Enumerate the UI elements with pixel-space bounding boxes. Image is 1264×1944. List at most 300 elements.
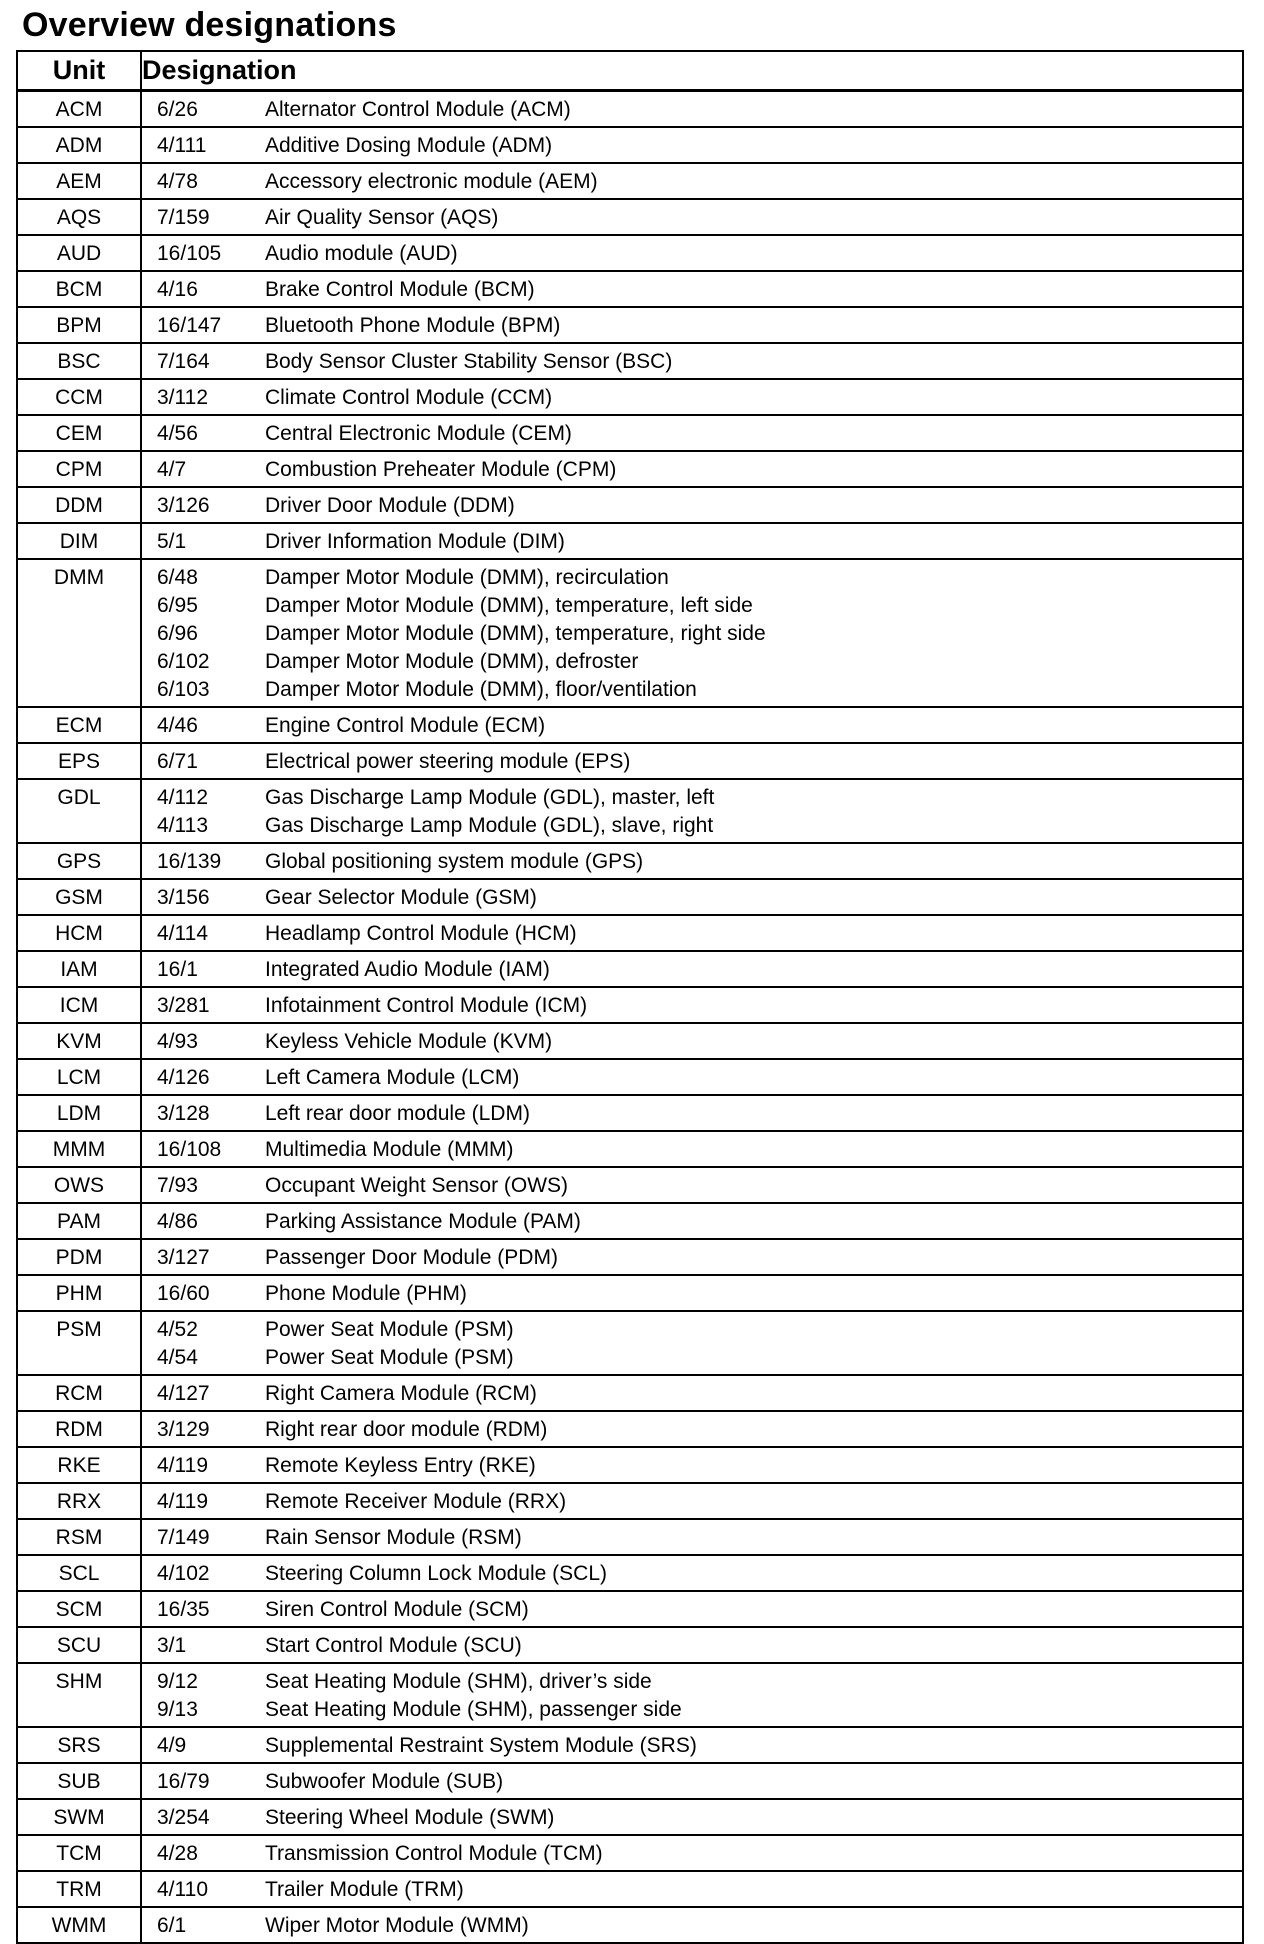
designation-cell [141, 707, 1243, 743]
unit-cell: SWM [17, 1799, 141, 1835]
designation-description: Steering Wheel Module (SWM) [265, 1806, 555, 1829]
designation-entries [142, 1412, 1242, 1446]
designation-cell [141, 1763, 1243, 1799]
table-row [17, 743, 1243, 779]
designation-entries [142, 1204, 1242, 1238]
unit-cell: OWS [17, 1167, 141, 1203]
table-row [17, 1763, 1243, 1799]
designation-code: 16/35 [157, 1598, 210, 1621]
designation-description: Damper Motor Module (DMM), recirculation [265, 566, 669, 589]
table-row [17, 307, 1243, 343]
designation-cell [141, 1483, 1243, 1519]
designation-entry [142, 1100, 1242, 1128]
designation-description: Start Control Module (SCU) [265, 1634, 522, 1657]
designation-description: Gas Discharge Lamp Module (GDL), slave, right [265, 814, 714, 837]
designation-description: Body Sensor Cluster Stability Sensor (BSC) [265, 350, 673, 373]
designation-entries [142, 1800, 1242, 1834]
unit-cell: WMM [17, 1907, 141, 1943]
designation-code: 4/78 [157, 170, 198, 193]
designation-cell [141, 951, 1243, 987]
designation-entry [142, 848, 1242, 876]
unit-cell: PHM [17, 1275, 141, 1311]
table-row [17, 1799, 1243, 1835]
table-row [17, 127, 1243, 163]
designation-entry [142, 96, 1242, 124]
designation-cell [141, 307, 1243, 343]
designation-cell [141, 1275, 1243, 1311]
designation-code: 4/119 [157, 1490, 208, 1513]
designation-description: Electrical power steering module (EPS) [265, 750, 631, 773]
unit-cell: PAM [17, 1203, 141, 1239]
unit-cell: SUB [17, 1763, 141, 1799]
designation-code: 6/48 [157, 566, 198, 589]
designation-entry [142, 1344, 1242, 1372]
table-row [17, 379, 1243, 415]
designation-code: 16/139 [157, 850, 222, 873]
unit-cell: SRS [17, 1727, 141, 1763]
designation-code: 3/281 [157, 994, 210, 1017]
designation-entries [142, 1664, 1242, 1726]
designation-description: Subwoofer Module (SUB) [265, 1770, 504, 1793]
table-row [17, 1591, 1243, 1627]
designation-description: Headlamp Control Module (HCM) [265, 922, 577, 945]
designation-description: Remote Keyless Entry (RKE) [265, 1454, 536, 1477]
designation-cell [141, 1311, 1243, 1375]
unit-cell: LCM [17, 1059, 141, 1095]
designation-code: 3/128 [157, 1102, 210, 1125]
designation-description: Bluetooth Phone Module (BPM) [265, 314, 561, 337]
unit-cell: SCM [17, 1591, 141, 1627]
designation-entries [142, 1276, 1242, 1310]
designation-cell [141, 199, 1243, 235]
designation-entry [142, 132, 1242, 160]
designation-description: Accessory electronic module (AEM) [265, 170, 598, 193]
designation-entry [142, 1208, 1242, 1236]
designation-entry [142, 812, 1242, 840]
designation-code: 16/1 [157, 958, 198, 981]
designation-description: Siren Control Module (SCM) [265, 1598, 529, 1621]
designation-description: Remote Receiver Module (RRX) [265, 1490, 567, 1513]
table-row [17, 1727, 1243, 1763]
table-header-row [17, 51, 1243, 91]
designation-entry [142, 1028, 1242, 1056]
designation-entry [142, 1416, 1242, 1444]
designation-code: 16/60 [157, 1282, 210, 1305]
designation-description: Phone Module (PHM) [265, 1282, 467, 1305]
unit-cell: BCM [17, 271, 141, 307]
designation-entries [142, 1520, 1242, 1554]
designation-entries [142, 92, 1242, 126]
designation-description: Trailer Module (TRM) [265, 1878, 464, 1901]
designation-entry [142, 1804, 1242, 1832]
designation-entry [142, 1380, 1242, 1408]
table-row [17, 1411, 1243, 1447]
designation-entry [142, 956, 1242, 984]
designation-description: Transmission Control Module (TCM) [265, 1842, 603, 1865]
table-row [17, 1023, 1243, 1059]
designation-description: Keyless Vehicle Module (KVM) [265, 1030, 553, 1053]
designation-cell [141, 915, 1243, 951]
unit-cell: RDM [17, 1411, 141, 1447]
designation-entries [142, 1556, 1242, 1590]
designation-code: 9/12 [157, 1670, 198, 1693]
designation-code: 6/26 [157, 98, 198, 121]
designation-entry [142, 1280, 1242, 1308]
table-row [17, 707, 1243, 743]
unit-cell: TRM [17, 1871, 141, 1907]
designation-code: 3/1 [157, 1634, 187, 1657]
designation-code: 9/13 [157, 1698, 198, 1721]
unit-cell: CEM [17, 415, 141, 451]
designation-description: Additive Dosing Module (ADM) [265, 134, 553, 157]
designation-code: 7/159 [157, 206, 210, 229]
table-row [17, 1447, 1243, 1483]
unit-cell: GDL [17, 779, 141, 843]
designation-code: 4/52 [157, 1318, 198, 1341]
designation-entries [142, 1168, 1242, 1202]
table-row [17, 523, 1243, 559]
designation-cell [141, 779, 1243, 843]
designation-entry [142, 1488, 1242, 1516]
designation-code: 4/9 [157, 1734, 187, 1757]
designation-cell [141, 1411, 1243, 1447]
designation-entries [142, 308, 1242, 342]
table-row [17, 1203, 1243, 1239]
table-row [17, 415, 1243, 451]
designation-cell [141, 1799, 1243, 1835]
designation-code: 4/16 [157, 278, 198, 301]
designation-code: 4/56 [157, 422, 198, 445]
designation-cell [141, 1727, 1243, 1763]
table-row [17, 987, 1243, 1023]
designation-description: Air Quality Sensor (AQS) [265, 206, 499, 229]
designation-entry [142, 712, 1242, 740]
designation-cell [141, 1239, 1243, 1275]
designation-description: Global positioning system module (GPS) [265, 850, 644, 873]
unit-cell: LDM [17, 1095, 141, 1131]
designation-entry [142, 884, 1242, 912]
designation-cell [141, 1447, 1243, 1483]
designation-code: 6/95 [157, 594, 198, 617]
table-row [17, 1375, 1243, 1411]
table-row [17, 1627, 1243, 1663]
designation-cell [141, 559, 1243, 707]
table-row [17, 879, 1243, 915]
unit-cell: DIM [17, 523, 141, 559]
designation-cell [141, 1095, 1243, 1131]
designation-description: Alternator Control Module (ACM) [265, 98, 571, 121]
column-header-designation: Designation [141, 51, 1243, 91]
designation-entry [142, 592, 1242, 620]
unit-cell: GSM [17, 879, 141, 915]
designation-entry [142, 1840, 1242, 1868]
designation-entry [142, 240, 1242, 268]
designation-entry [142, 992, 1242, 1020]
table-row [17, 779, 1243, 843]
unit-cell: RRX [17, 1483, 141, 1519]
designation-code: 16/79 [157, 1770, 210, 1793]
designation-entry [142, 1136, 1242, 1164]
designation-description: Passenger Door Module (PDM) [265, 1246, 558, 1269]
designation-code: 4/112 [157, 786, 208, 809]
designation-entries [142, 164, 1242, 198]
table-row [17, 271, 1243, 307]
designation-code: 4/28 [157, 1842, 198, 1865]
unit-cell: AUD [17, 235, 141, 271]
designation-entries [142, 488, 1242, 522]
unit-cell: AEM [17, 163, 141, 199]
designation-entry [142, 456, 1242, 484]
table-row [17, 163, 1243, 199]
designation-cell [141, 1375, 1243, 1411]
designation-cell [141, 487, 1243, 523]
designation-cell [141, 271, 1243, 307]
table-row [17, 1519, 1243, 1555]
designation-description: Wiper Motor Module (WMM) [265, 1914, 529, 1937]
designation-entry [142, 1316, 1242, 1344]
designation-entry [142, 784, 1242, 812]
unit-cell: SHM [17, 1663, 141, 1727]
designation-code: 4/110 [157, 1878, 208, 1901]
designation-description: Climate Control Module (CCM) [265, 386, 553, 409]
designation-entry [142, 1064, 1242, 1092]
table-row [17, 1275, 1243, 1311]
designation-cell [141, 1023, 1243, 1059]
designation-entry [142, 1524, 1242, 1552]
designation-entry [142, 1876, 1242, 1904]
designation-cell [141, 1591, 1243, 1627]
unit-cell: IAM [17, 951, 141, 987]
designation-cell [141, 1059, 1243, 1095]
designation-description: Parking Assistance Module (PAM) [265, 1210, 581, 1233]
designation-cell [141, 523, 1243, 559]
designation-entry [142, 384, 1242, 412]
designation-code: 7/164 [157, 350, 210, 373]
designation-entries [142, 344, 1242, 378]
designation-entry [142, 1732, 1242, 1760]
designation-code: 3/126 [157, 494, 210, 517]
unit-cell: CCM [17, 379, 141, 415]
table-row [17, 1907, 1243, 1943]
unit-cell: RCM [17, 1375, 141, 1411]
designation-code: 6/96 [157, 622, 198, 645]
designation-entry [142, 748, 1242, 776]
table-row [17, 951, 1243, 987]
designation-entry [142, 276, 1242, 304]
designation-description: Occupant Weight Sensor (OWS) [265, 1174, 569, 1197]
designation-entry [142, 620, 1242, 648]
designation-code: 3/112 [157, 386, 208, 409]
designation-code: 3/127 [157, 1246, 210, 1269]
designation-cell [141, 1663, 1243, 1727]
designation-code: 3/129 [157, 1418, 210, 1441]
designation-entries [142, 1592, 1242, 1626]
designation-code: 3/156 [157, 886, 210, 909]
designation-cell [141, 1907, 1243, 1943]
designation-code: 16/108 [157, 1138, 222, 1161]
unit-cell: PSM [17, 1311, 141, 1375]
designation-cell [141, 1167, 1243, 1203]
designation-code: 6/1 [157, 1914, 187, 1937]
designation-code: 7/93 [157, 1174, 198, 1197]
table-row [17, 1483, 1243, 1519]
designation-description: Engine Control Module (ECM) [265, 714, 546, 737]
designation-entries [142, 744, 1242, 778]
table-row [17, 1059, 1243, 1095]
designation-code: 4/54 [157, 1346, 198, 1369]
unit-cell: SCU [17, 1627, 141, 1663]
designation-description: Damper Motor Module (DMM), defroster [265, 650, 639, 673]
unit-cell: ECM [17, 707, 141, 743]
table-row [17, 1311, 1243, 1375]
designation-code: 4/126 [157, 1066, 210, 1089]
designation-entries [142, 1448, 1242, 1482]
designation-description: Rain Sensor Module (RSM) [265, 1526, 522, 1549]
unit-cell: ICM [17, 987, 141, 1023]
table-row [17, 235, 1243, 271]
designation-entry [142, 348, 1242, 376]
table-row [17, 343, 1243, 379]
unit-cell: RKE [17, 1447, 141, 1483]
unit-cell: DMM [17, 559, 141, 707]
designation-description: Central Electronic Module (CEM) [265, 422, 572, 445]
designation-entries [142, 1484, 1242, 1518]
designation-entries [142, 1908, 1242, 1942]
designation-entry [142, 564, 1242, 592]
page-title: Overview designations [22, 6, 397, 44]
designation-entry [142, 1560, 1242, 1588]
designation-description: Integrated Audio Module (IAM) [265, 958, 550, 981]
unit-cell: TCM [17, 1835, 141, 1871]
designation-description: Gear Selector Module (GSM) [265, 886, 537, 909]
table-row [17, 451, 1243, 487]
unit-cell: BSC [17, 343, 141, 379]
designation-code: 4/46 [157, 714, 198, 737]
designation-entry [142, 1768, 1242, 1796]
table-row [17, 915, 1243, 951]
designation-code: 4/113 [157, 814, 208, 837]
unit-cell: KVM [17, 1023, 141, 1059]
designation-code: 16/105 [157, 242, 222, 265]
designation-entry [142, 676, 1242, 704]
designation-description: Damper Motor Module (DMM), floor/ventilation [265, 678, 697, 701]
designation-code: 4/7 [157, 458, 187, 481]
designation-description: Driver Information Module (DIM) [265, 530, 565, 553]
table-row [17, 1167, 1243, 1203]
unit-cell: ACM [17, 91, 141, 128]
designation-cell [141, 1203, 1243, 1239]
designation-entry [142, 312, 1242, 340]
designation-cell [141, 987, 1243, 1023]
designation-code: 16/147 [157, 314, 222, 337]
designation-description: Left rear door module (LDM) [265, 1102, 530, 1125]
designation-entry [142, 1912, 1242, 1940]
designation-entries [142, 1728, 1242, 1762]
designation-code: 4/102 [157, 1562, 210, 1585]
designation-cell [141, 1519, 1243, 1555]
designation-code: 6/71 [157, 750, 198, 773]
designation-entries [142, 880, 1242, 914]
designation-entries [142, 560, 1242, 706]
designation-entries [142, 236, 1242, 270]
designation-description: Driver Door Module (DDM) [265, 494, 515, 517]
designation-code: 4/119 [157, 1454, 208, 1477]
unit-cell: SCL [17, 1555, 141, 1591]
designation-cell [141, 415, 1243, 451]
table-row [17, 199, 1243, 235]
designation-entries [142, 1240, 1242, 1274]
column-header-unit: Unit [17, 51, 141, 91]
designation-entries [142, 916, 1242, 950]
unit-cell: CPM [17, 451, 141, 487]
designation-description: Gas Discharge Lamp Module (GDL), master, left [265, 786, 715, 809]
table-row [17, 1131, 1243, 1167]
designation-description: Steering Column Lock Module (SCL) [265, 1562, 607, 1585]
designation-code: 4/86 [157, 1210, 198, 1233]
designation-entry [142, 1452, 1242, 1480]
designation-description: Supplemental Restraint System Module (SRS) [265, 1734, 697, 1757]
designation-entries [142, 380, 1242, 414]
designation-cell [141, 1627, 1243, 1663]
designation-cell [141, 379, 1243, 415]
designation-code: 4/114 [157, 922, 208, 945]
designation-entries [142, 524, 1242, 558]
designation-entries [142, 1836, 1242, 1870]
designation-cell [141, 843, 1243, 879]
designation-description: Power Seat Module (PSM) [265, 1318, 514, 1341]
designation-entries [142, 1060, 1242, 1094]
designation-entry [142, 492, 1242, 520]
designation-entries [142, 1312, 1242, 1374]
designation-code: 4/111 [157, 134, 207, 157]
designation-entries [142, 1132, 1242, 1166]
unit-cell: GPS [17, 843, 141, 879]
designation-cell [141, 91, 1243, 128]
designation-entry [142, 420, 1242, 448]
designation-entries [142, 844, 1242, 878]
designation-cell [141, 451, 1243, 487]
designation-entry [142, 1172, 1242, 1200]
unit-cell: ADM [17, 127, 141, 163]
designation-entries [142, 1096, 1242, 1130]
designation-description: Right rear door module (RDM) [265, 1418, 548, 1441]
designation-description: Brake Control Module (BCM) [265, 278, 535, 301]
designation-entry [142, 528, 1242, 556]
designation-description: Left Camera Module (LCM) [265, 1066, 520, 1089]
designation-entry [142, 1696, 1242, 1724]
designation-cell [141, 1555, 1243, 1591]
unit-cell: BPM [17, 307, 141, 343]
designation-description: Right Camera Module (RCM) [265, 1382, 537, 1405]
designation-cell [141, 343, 1243, 379]
designation-entries [142, 1376, 1242, 1410]
designation-entries [142, 708, 1242, 742]
table-row [17, 91, 1243, 128]
designation-entry [142, 1244, 1242, 1272]
designation-cell [141, 163, 1243, 199]
designation-cell [141, 879, 1243, 915]
unit-cell: PDM [17, 1239, 141, 1275]
unit-cell: HCM [17, 915, 141, 951]
unit-cell: AQS [17, 199, 141, 235]
unit-cell: EPS [17, 743, 141, 779]
table-row [17, 559, 1243, 707]
designation-entries [142, 1628, 1242, 1662]
designation-entries [142, 1764, 1242, 1798]
designation-code: 7/149 [157, 1526, 210, 1549]
designation-code: 4/127 [157, 1382, 210, 1405]
designation-code: 5/1 [157, 530, 187, 553]
